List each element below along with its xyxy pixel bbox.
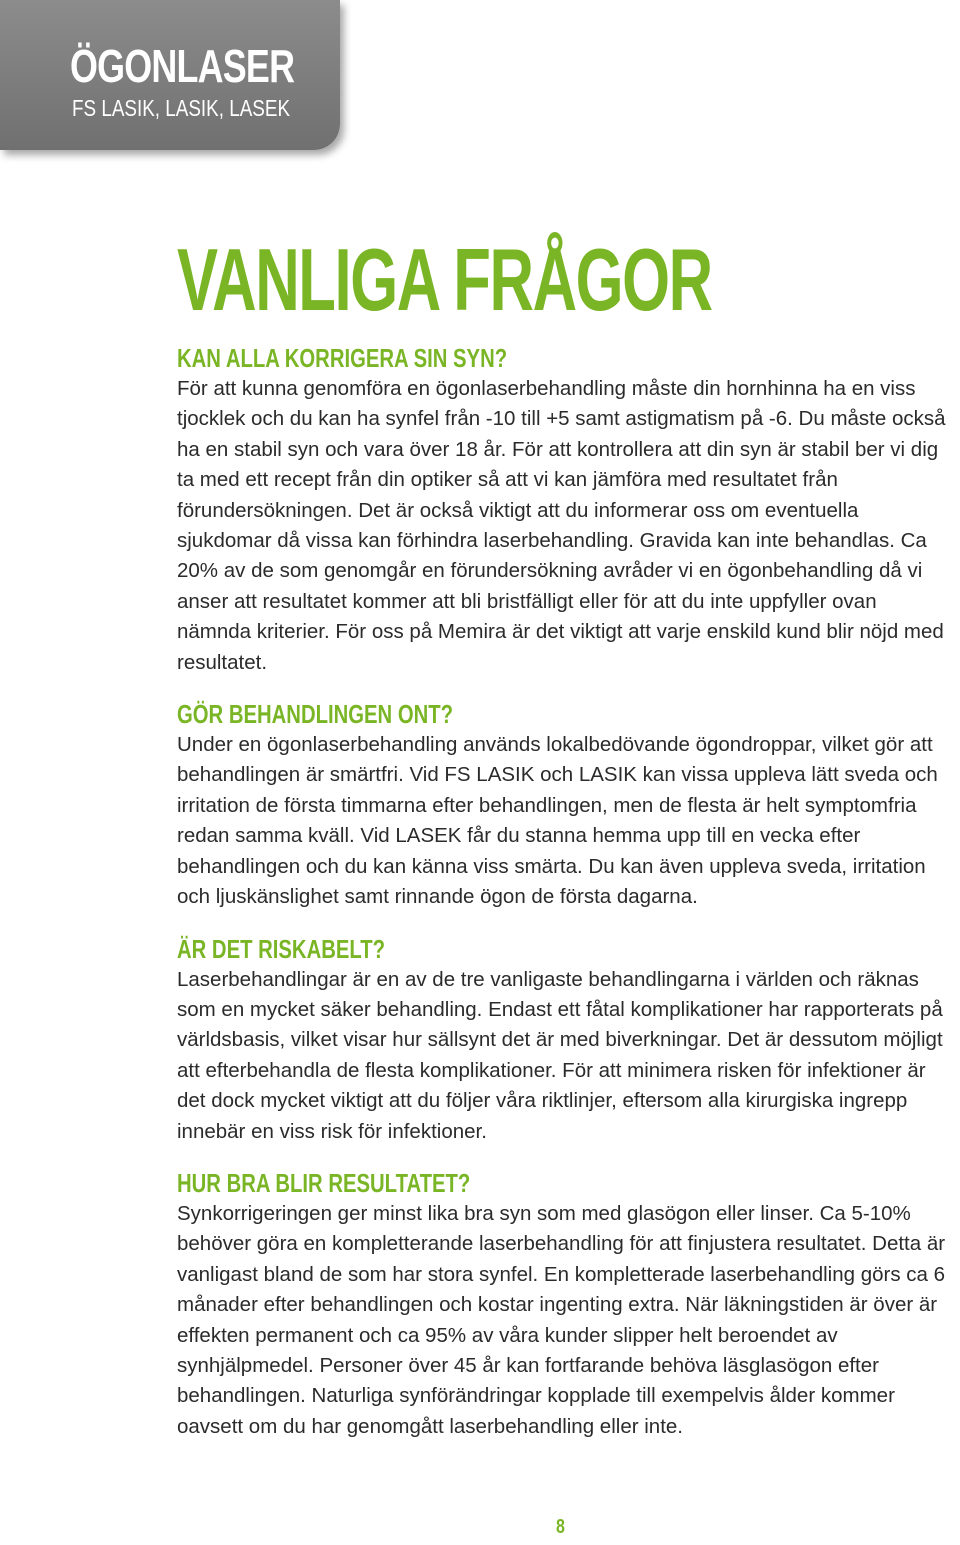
faq-answer: Synkorrigeringen ger minst lika bra syn som med glasögon eller linser. Ca 5-10% behöver göra en kompletterande laserbehandling för att finjustera resultatet. Detta är vanligast bland de som har stora synfel. En kompletterade laserbehandling görs ca 6 månader efter behandlingen och kostar ingenting extra. När läkningstiden är över är effekten permanent och ca 95% av våra kunder slipper helt beroendet av synhjälpmedel. Personer över 45 år kan fortfarande behöva läsglasögon efter behandlingen. Naturliga synförändringar kopplade till exempelvis ålder kommer oavsett om du har genomgått laserbehandling eller inte. — [177, 1201, 946, 1438]
faq-heading: HUR BRA BLIR RESULTATET? — [177, 1167, 471, 1198]
faq-section-risk — [177, 933, 953, 1147]
faq-heading: KAN ALLA KORRIGERA SIN SYN? — [177, 343, 508, 373]
header-tab — [0, 0, 340, 150]
page-title: VANLIGA FRÅGOR — [177, 230, 712, 329]
header-title: ÖGONLASER — [70, 40, 295, 92]
faq-section-correction — [177, 342, 953, 678]
header-subtitle: FS LASIK, LASIK, LASEK — [72, 95, 291, 121]
faq-section-pain — [177, 698, 953, 912]
faq-heading: GÖR BEHANDLINGEN ONT? — [177, 699, 454, 730]
faq-content — [177, 342, 953, 1462]
faq-heading: ÄR DET RISKABELT? — [177, 933, 386, 964]
faq-answer: För att kunna genomföra en ögonlaserbehandling måste din hornhinna ha en viss tjocklek och du kan ha synfel från -10 till +5 samt astigmatism på -6. Du måste också ha en stabil syn och vara över 18 år. För att kontrollera att din syn är stabil ber vi dig ta med ett recept från din optiker så att vi kan jämföra med resultatet från förundersökningen. Det är också viktigt att du informerar oss om eventuella sjukdomar då vissa kan förhindra laserbehandling. Gravida kan inte behandlas. Ca 20% av de som genomgår en förundersökning avråder vi en ögonbehandling då vi anser att resultatet kommer att bli bristfälligt eller för att du inte uppfyller ovan nämnda kriterier. För oss på Memira är det viktigt att varje enskild kund blir nöjd med resultatet. — [177, 377, 946, 674]
faq-answer: Laserbehandlingar är en av de tre vanligaste behandlingarna i världen och räknas som en mycket säker behandling. Endast ett fåtal komplikationer har rapporterats på världsbasis, vilket visar hur sällsynt det är med biverkningar. Det är dessutom möjligt att efterbehandla de flesta komplikationer. För att minimera risken för infektioner är det dock mycket viktigt att du följer våra riktlinjer, eftersom alla kirurgiska ingrepp innebär en viss risk för infektioner. — [177, 967, 943, 1143]
faq-answer: Under en ögonlaserbehandling används lokalbedövande ögondroppar, vilket gör att behandlingen är smärtfri. Vid FS LASIK och LASIK kan vissa uppleva lätt sveda och irritation de första timmarna efter behandlingen, men de flesta är helt symptomfria redan samma kväll. Vid LASEK får du stanna hemma upp till en vecka efter behandlingen och du kan känna viss smärta. Du kan även uppleva sveda, irritation och ljuskänslighet samt rinnande ögon de första dagarna. — [177, 733, 938, 909]
page-number: 8 — [556, 1516, 565, 1538]
faq-section-result — [177, 1167, 953, 1442]
